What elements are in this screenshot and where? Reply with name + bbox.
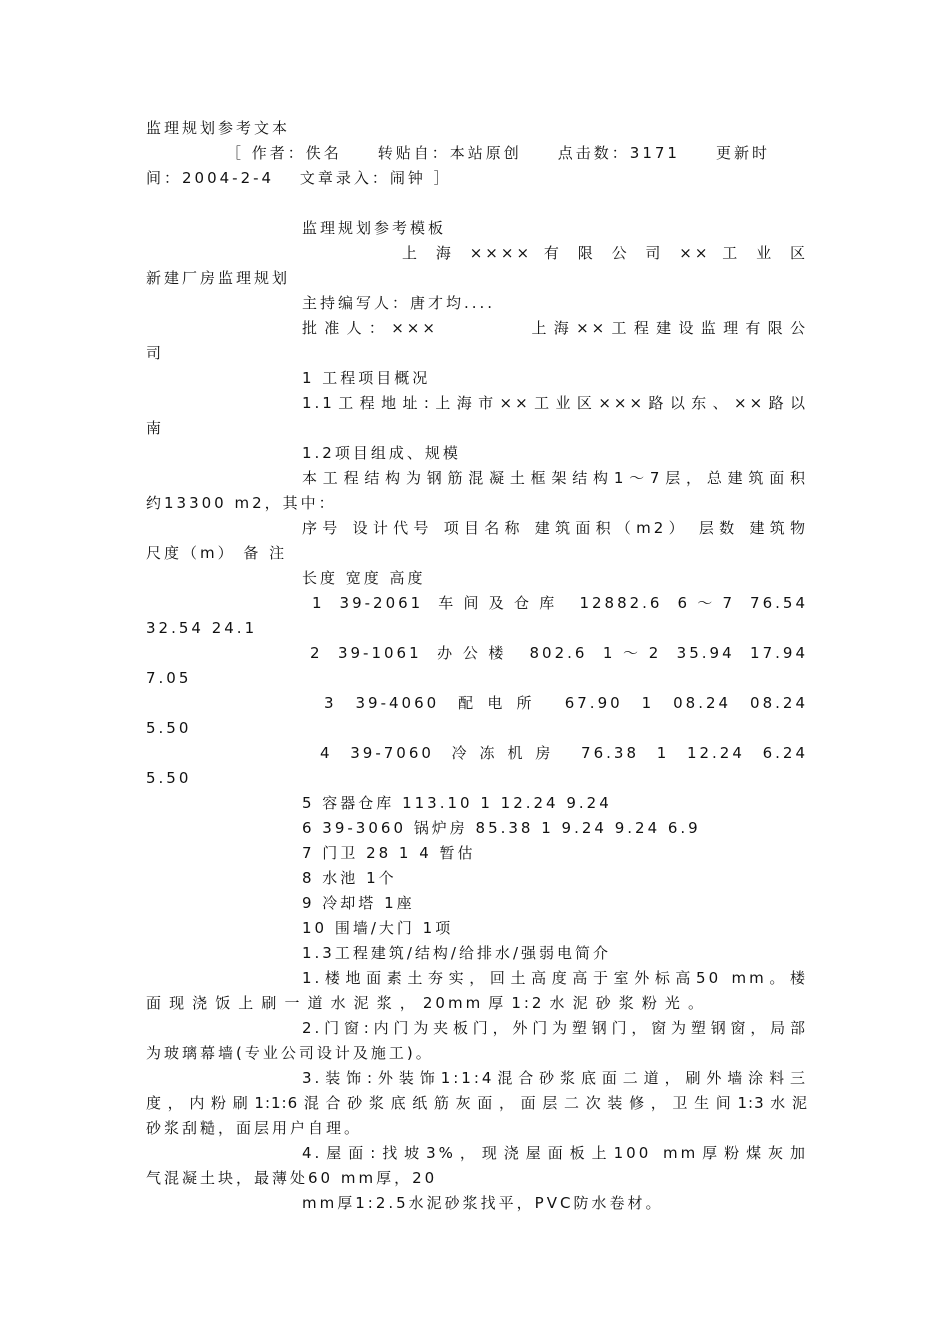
paragraph-line: 气混凝土块，最薄处60 mm厚，20 <box>146 1169 438 1187</box>
section-heading: 1 工程项目概况 <box>302 369 431 387</box>
paragraph-line: 3.装饰:外装饰1:1:4混合砂浆底面二道，刷外墙涂料三 <box>302 1069 808 1087</box>
table-row-continuation: 32.54 24.1 <box>146 619 258 637</box>
table-row: 2 39-1061 办公楼 802.6 1～2 35.94 17.94 <box>310 644 808 662</box>
paragraph-line: 约13300 m2，其中： <box>146 494 337 512</box>
table-row: 1 39-2061 车间及仓库 12882.6 6～7 76.54 <box>312 594 808 612</box>
approver-line-2: 司 <box>146 344 165 362</box>
table-row: 5 容器仓库 113.10 1 12.24 9.24 <box>302 794 612 812</box>
table-row: 4 39-7060 冷冻机房 76.38 1 12.24 6.24 <box>320 744 808 762</box>
project-title-line-2: 新建厂房监理规划 <box>146 269 291 287</box>
article-meta-line-1: ［ 作者：佚名 转贴自：本站原创 点击数：3171 更新时 <box>226 144 770 162</box>
table-row-continuation: 5.50 <box>146 719 192 737</box>
paragraph-line: mm厚1:2.5水泥砂浆找平，PVC防水卷材。 <box>302 1194 664 1212</box>
table-row: 7 门卫 28 1 4 暂估 <box>302 844 476 862</box>
table-subheader: 长度 宽度 高度 <box>302 569 426 587</box>
table-row-continuation: 7.05 <box>146 669 192 687</box>
table-row: 10 围墙/大门 1项 <box>302 919 454 937</box>
paragraph-line: 本工程结构为钢筋混凝土框架结构1～7层，总建筑面积 <box>302 469 808 487</box>
article-meta-line-2: 间：2004-2-4 文章录入：闹钟 ］ <box>146 169 452 187</box>
table-header-line-1: 序号 设计代号 项目名称 建筑面积（m2） 层数 建筑物 <box>302 519 808 537</box>
template-title: 监理规划参考模板 <box>302 219 447 237</box>
paragraph-line: 为玻璃幕墙(专业公司设计及施工)。 <box>146 1044 434 1062</box>
paragraph-line: 2.门窗:内门为夹板门，外门为塑钢门，窗为塑钢窗，局部 <box>302 1019 808 1037</box>
author-line: 主持编写人：唐才均.... <box>302 294 496 312</box>
table-row-continuation: 5.50 <box>146 769 192 787</box>
table-row: 9 冷却塔 1座 <box>302 894 415 912</box>
document-title: 监理规划参考文本 <box>146 119 291 137</box>
subsection-heading: 1.2项目组成、规模 <box>302 444 461 462</box>
paragraph-line: 4.屋面:找坡3%，现浇屋面板上100 mm厚粉煤灰加 <box>302 1144 808 1162</box>
subsection-heading: 1.3工程建筑/结构/给排水/强弱电简介 <box>302 944 612 962</box>
approver-line-1: 批准人：××× 上海××工程建设监理有限公 <box>302 319 808 337</box>
table-row: 8 水池 1个 <box>302 869 397 887</box>
paragraph-line: 1.楼地面素土夯实，回土高度高于室外标高50 mm。楼 <box>302 969 808 987</box>
table-row: 3 39-4060 配电所 67.90 1 08.24 08.24 <box>324 694 808 712</box>
project-title-line-1: 上 海 ×××× 有 限 公 司 ×× 工 业 区 <box>402 244 808 262</box>
table-header-line-2: 尺度（m） 备 注 <box>146 544 288 562</box>
paragraph-line: 面现浇饭上刷一道水泥浆，20mm厚1:2水泥砂浆粉光。 <box>146 994 706 1012</box>
table-row: 6 39-3060 锅炉房 85.38 1 9.24 9.24 6.9 <box>302 819 701 837</box>
paragraph-line: 砂浆刮糙，面层用户自理。 <box>146 1119 363 1137</box>
paragraph-line: 度，内粉刷1:1:6混合砂浆底纸筋灰面，面层二次装修，卫生间1:3水泥 <box>146 1094 808 1112</box>
address-line-2: 南 <box>146 419 165 437</box>
address-line-1: 1.1工程地址:上海市××工业区×××路以东、××路以 <box>302 394 808 412</box>
